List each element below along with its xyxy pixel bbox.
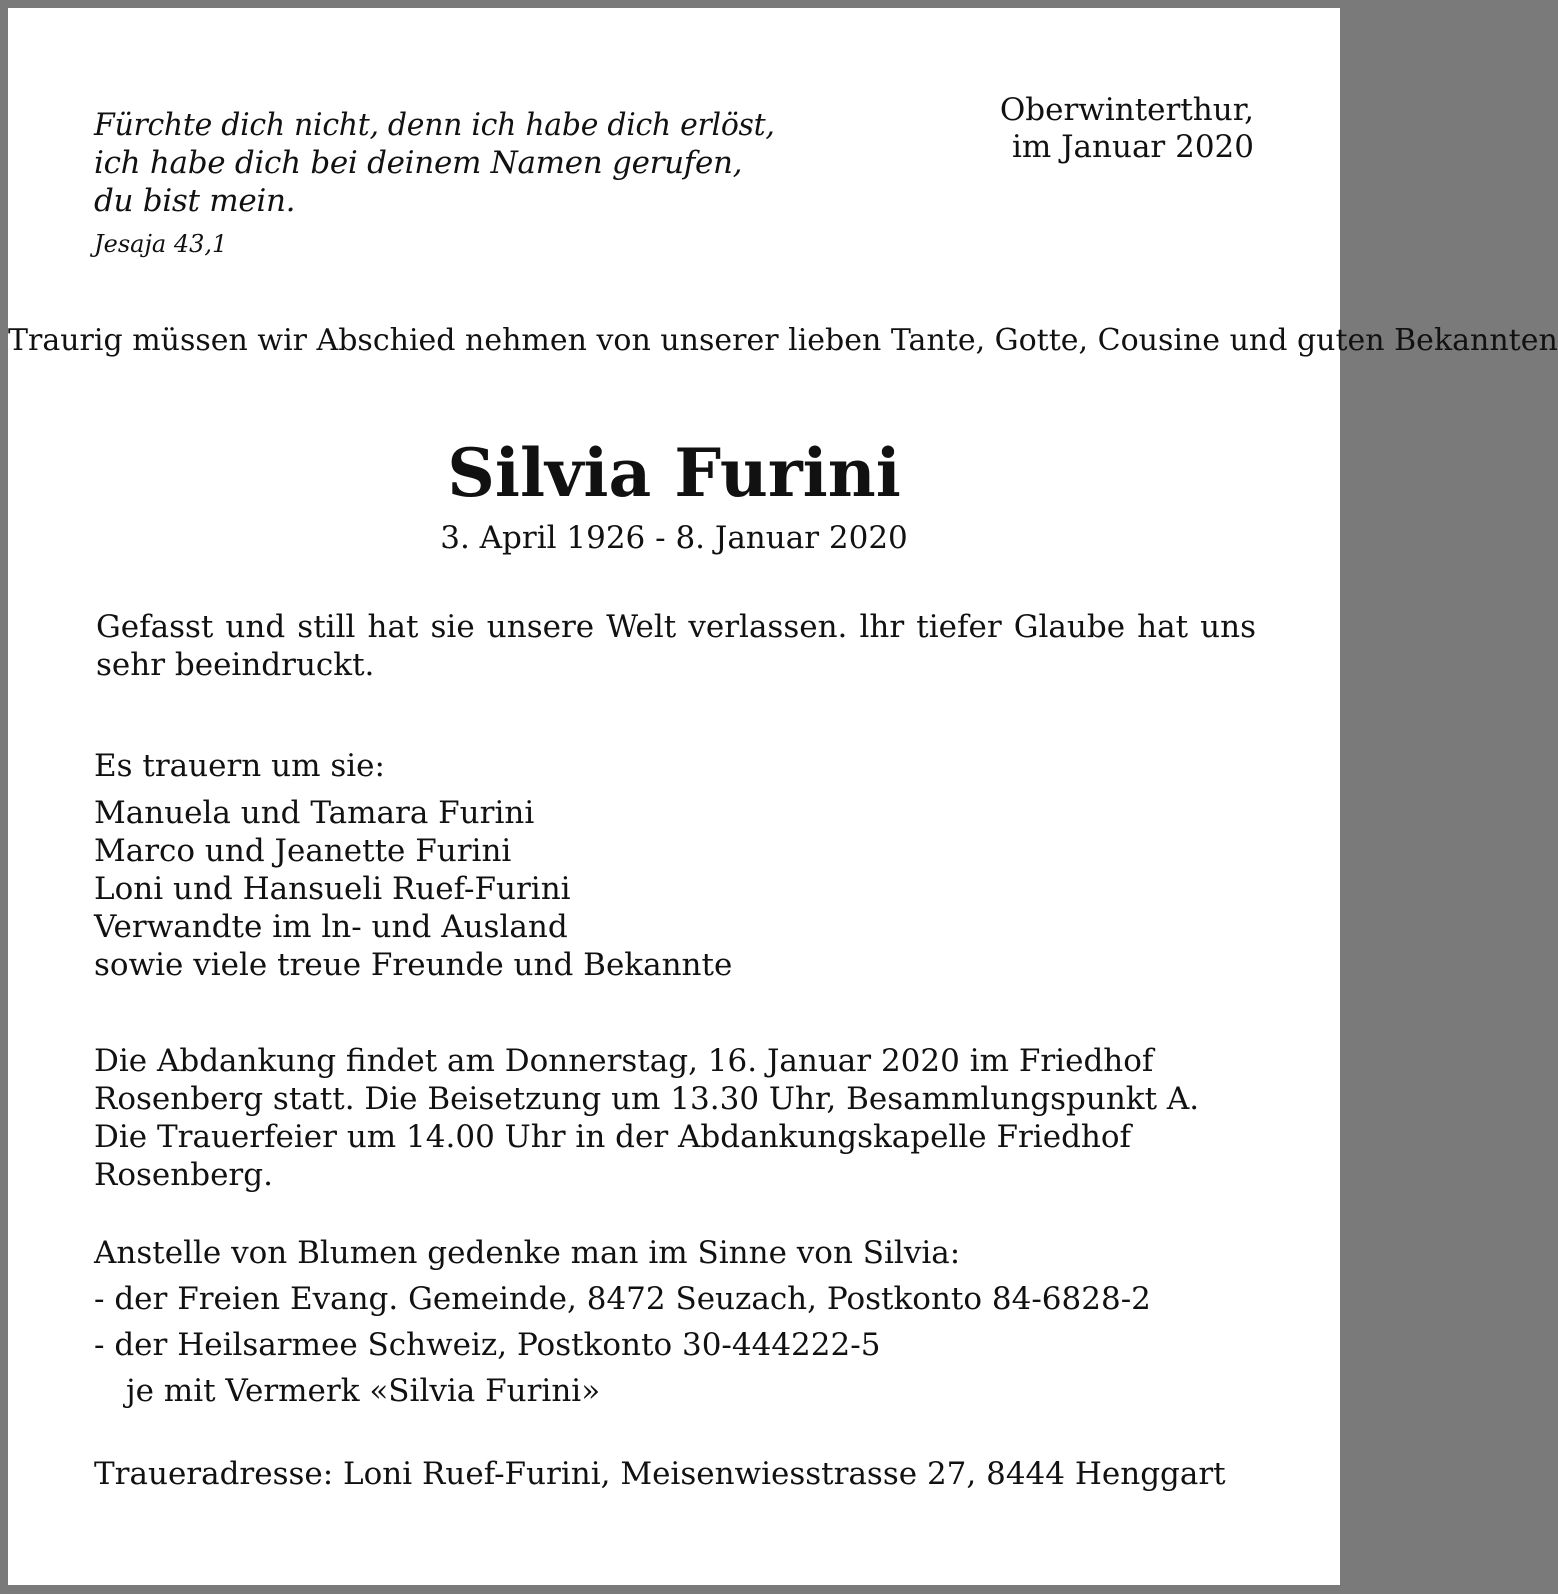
mourner-item: Manuela und Tamara Furini: [94, 795, 535, 831]
place-line: Oberwinterthur,: [999, 92, 1254, 128]
service-info: [94, 1042, 1199, 1194]
mourner-item: Marco und Jeanette Furini: [94, 833, 512, 869]
intro-line: Traurig müssen wir Abschied nehmen von unserer lieben Tante, Gotte,: [8, 323, 1089, 358]
mourner-item: Loni und Hansueli Ruef-Furini: [94, 871, 571, 907]
mourners-list: [94, 794, 732, 984]
mourners-heading: Es trauern um sie:: [94, 748, 385, 784]
verse-line: Fürchte dich nicht, denn ich habe dich erlöst,: [94, 107, 775, 143]
bible-verse: [94, 106, 799, 220]
deceased-name: Silvia Furini: [447, 434, 901, 512]
verse-reference: Jesaja 43,1: [94, 230, 228, 258]
mourner-item: Verwandte im ln- und Ausland: [94, 909, 568, 945]
service-line: Rosenberg.: [94, 1157, 273, 1193]
service-line: Die Trauerfeier um 14.00 Uhr in der Abdankungskapelle Friedhof: [94, 1119, 1132, 1155]
life-dates: 3. April 1926 - 8. Januar 2020: [440, 520, 908, 556]
donation-info: [94, 1230, 1151, 1414]
donation-heading: Anstelle von Blumen gedenke man im Sinne von Silvia:: [94, 1235, 961, 1271]
obituary-page: [8, 8, 1558, 1585]
tribute-text: Gefasst und still hat sie unsere Welt verlassen. lhr tiefer Glaube hat uns sehr beeindruckt.: [96, 609, 1256, 683]
donation-item: - der Freien Evang. Gemeinde, 8472 Seuzach, Postkonto 84-6828-2: [94, 1281, 1151, 1317]
intro-text: [8, 322, 1558, 360]
date-line: im Januar 2020: [1011, 129, 1254, 165]
donation-note: je mit Vermerk «Silvia Furini»: [126, 1373, 601, 1409]
donation-item: - der Heilsarmee Schweiz, Postkonto 30-444222-5: [94, 1327, 881, 1363]
verse-line: ich habe dich bei deinem Namen gerufen,: [94, 145, 743, 181]
intro-line: Cousine und guten Bekannten: [1097, 323, 1558, 358]
service-line: Die Abdankung findet am Donnerstag, 16. Januar 2020 im Friedhof: [94, 1043, 1154, 1079]
mourner-item: sowie viele treue Freunde und Bekannte: [94, 947, 733, 983]
place-date: [1000, 92, 1254, 166]
mourning-address: Traueradresse: Loni Ruef-Furini, Meisenwiesstrasse 27, 8444 Henggart: [94, 1456, 1226, 1492]
verse-line: du bist mein.: [94, 183, 296, 219]
service-line: Rosenberg statt. Die Beisetzung um 13.30 Uhr, Besammlungspunkt A.: [94, 1081, 1200, 1117]
